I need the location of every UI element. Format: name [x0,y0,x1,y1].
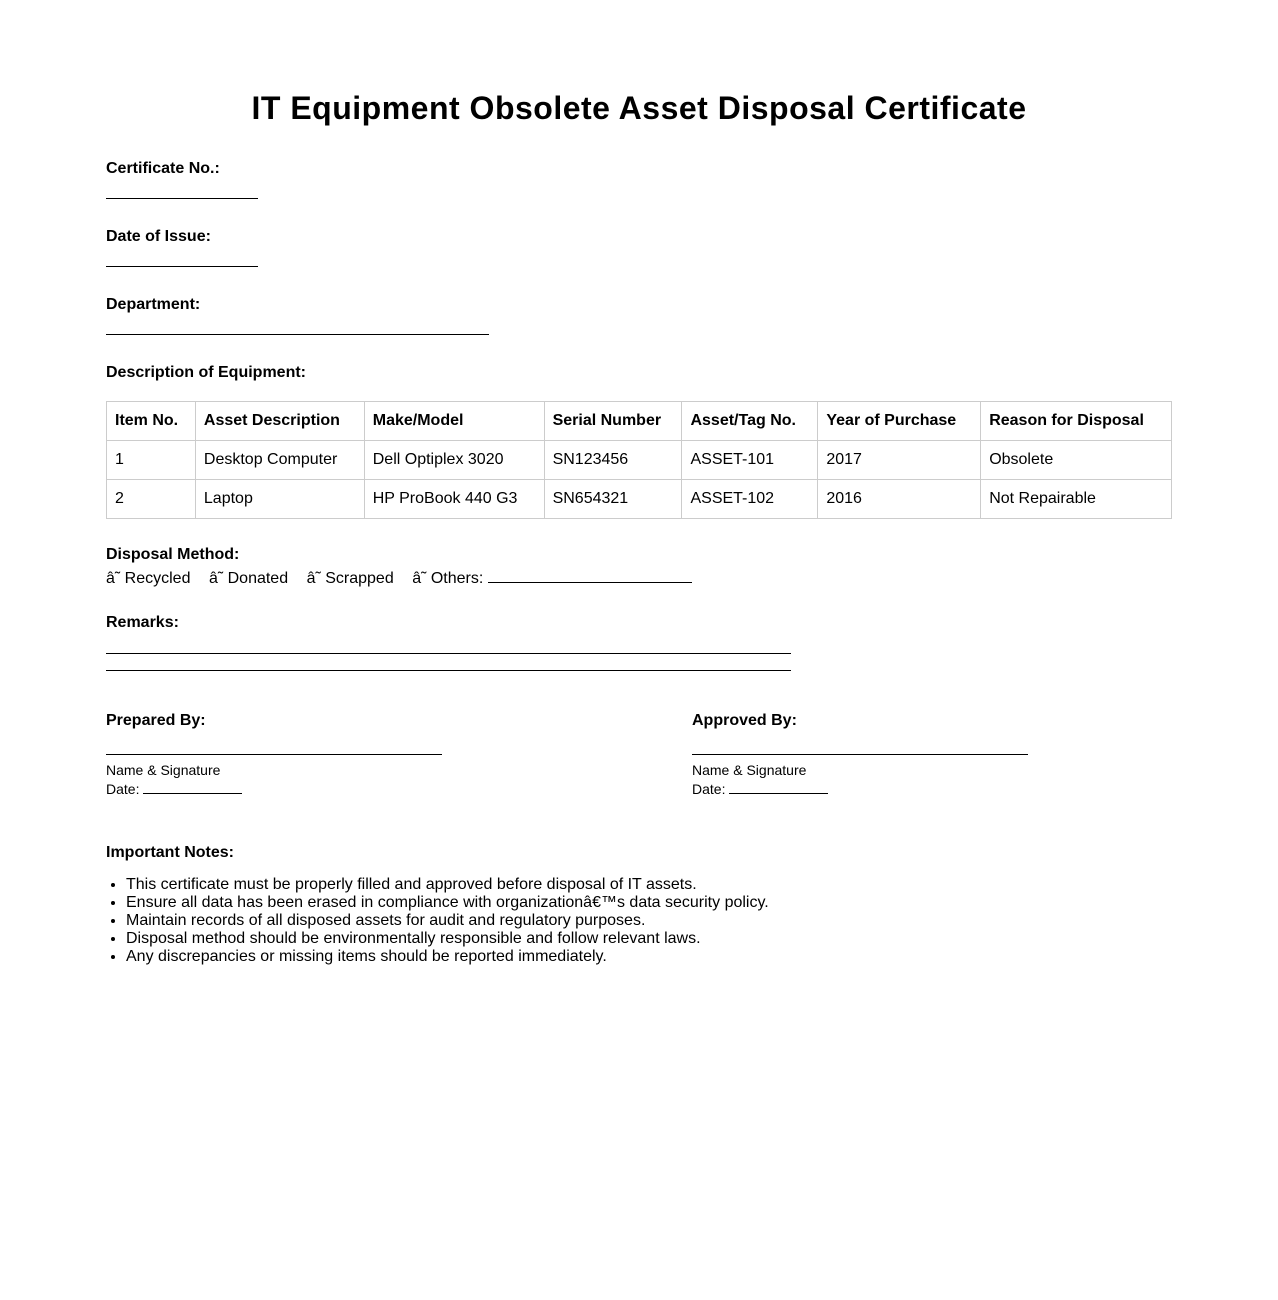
prepared-date-row [106,780,446,799]
option-recycled[interactable]: â˜ Recycled [106,570,191,587]
equipment-table [106,401,1172,519]
list-item: • This certificate must be properly filled and approved before disposal of IT assets. [126,876,769,894]
table-cell: Obsolete [981,441,1172,480]
option-others[interactable]: â˜ Others: [412,570,484,587]
list-item: • Disposal method should be environmentally responsible and follow relevant laws. [126,930,769,948]
list-item: • Ensure all data has been erased in compliance with organizationâ€™s data security policy. [126,894,769,912]
prepared-date-label: Date: [106,781,140,797]
department-label: Department: [106,296,201,313]
table-row [107,480,1172,519]
date-of-issue-field[interactable] [106,266,258,267]
header-asset-description: Asset Description [195,402,364,441]
prepared-by-label: Prepared By: [106,712,206,729]
remarks-label: Remarks: [106,614,179,631]
table-cell: SN654321 [544,480,682,519]
table-cell: 2016 [818,480,981,519]
table-cell: Dell Optiplex 3020 [364,441,544,480]
table-cell: ASSET-102 [682,480,818,519]
approved-name-signature: Name & Signature [692,762,807,778]
table-cell: HP ProBook 440 G3 [364,480,544,519]
table-header-row [107,402,1172,441]
department-field[interactable] [106,334,489,335]
header-item-no: Item No. [107,402,196,441]
description-label: Description of Equipment: [106,364,306,381]
remarks-line-2[interactable] [106,670,791,671]
prepared-by-signature-line[interactable] [106,754,442,755]
header-year-of-purchase: Year of Purchase [818,402,981,441]
approved-date-row [692,780,1032,799]
table-cell: SN123456 [544,441,682,480]
page-title: IT Equipment Obsolete Asset Disposal Certificate [251,90,1027,126]
list-item: • Maintain records of all disposed assets for audit and regulatory purposes. [126,912,769,930]
approved-date-label: Date: [692,781,726,797]
certificate-no-label: Certificate No.: [106,160,220,177]
table-cell: Laptop [195,480,364,519]
date-of-issue-label: Date of Issue: [106,228,211,245]
table-cell: 1 [107,441,196,480]
header-asset-tag-no: Asset/Tag No. [682,402,818,441]
important-notes-list [106,876,769,966]
approved-by-block [692,712,1032,799]
header-reason-for-disposal: Reason for Disposal [981,402,1172,441]
option-donated[interactable]: â˜ Donated [208,570,289,587]
disposal-method-label: Disposal Method: [106,546,240,563]
table-cell: ASSET-101 [682,441,818,480]
prepared-by-block [106,712,446,799]
table-cell: Not Repairable [981,480,1172,519]
prepared-name-signature: Name & Signature [106,762,221,778]
important-notes-label: Important Notes: [106,844,234,861]
remarks-line-1[interactable] [106,653,791,654]
table-cell: 2017 [818,441,981,480]
certificate-no-field[interactable] [106,198,258,199]
approved-by-label: Approved By: [692,712,797,729]
prepared-date-field[interactable] [143,781,242,794]
table-cell: 2 [107,480,196,519]
header-serial-number: Serial Number [544,402,682,441]
option-scrapped[interactable]: â˜ Scrapped [306,570,394,587]
approved-by-signature-line[interactable] [692,754,1028,755]
others-field[interactable] [488,568,692,583]
header-make-model: Make/Model [364,402,544,441]
approved-date-field[interactable] [729,781,828,794]
list-item: • Any discrepancies or missing items should be reported immediately. [126,948,769,966]
table-row [107,441,1172,480]
disposal-method-options [106,568,692,588]
table-cell: Desktop Computer [195,441,364,480]
